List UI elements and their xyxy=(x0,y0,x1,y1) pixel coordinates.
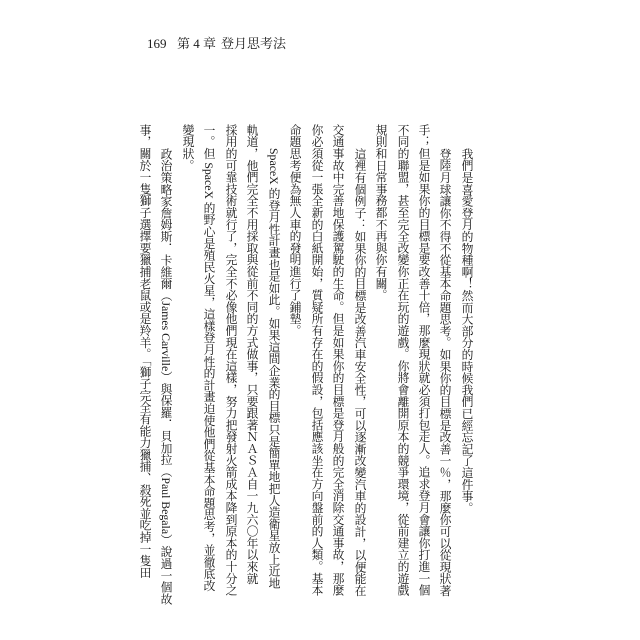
text-column: 不同的聯盟，甚至完全改變你正在玩的遊戲。你將會離開原本的競爭環境，從前建立的遊戲 xyxy=(396,124,410,596)
text-column: SpaceX 的登月性計畫也是如此。如果這間企業的目標只是簡單地把人造衛星放上近地 xyxy=(267,147,281,589)
text-column: 一。但 SpaceX 的野心是殖民火星，這樣登月性的計畫迫使他們從基本命題思考，並徹底改 xyxy=(202,124,216,592)
text-column: 手；但是如果你的目標是要改善十倍，那麼現狀就必須打包走人。追求登月會讓你打進一個 xyxy=(417,124,431,596)
text-column: 登陸月球讓你不得不從基本命題思考。如果你的目標是改善一％，那麼你可以從現狀著 xyxy=(438,147,452,596)
chapter-label: 第 4 章 xyxy=(177,36,217,51)
text-column: 命題思考便為無人車的發明進行了鋪墊。 xyxy=(288,124,302,337)
text-column: 變現狀。 xyxy=(181,124,195,172)
text-column: 軌道，他們完全不用採取與從前不同的方式做事，只要跟著ＮＡＳＡ自一九六〇年以來就 xyxy=(245,124,259,585)
text-column: 採用的可靠技術就行了，完全不必像他們現在這樣，努力把發射火箭成本降到原本的十分之 xyxy=(224,124,238,596)
page-number: 169 xyxy=(147,36,167,51)
running-head xyxy=(147,35,286,53)
text-column: 這裡有個例子：如果你的目標是改善汽車安全性，可以逐漸改變汽車的設計，以便能在 xyxy=(353,147,367,596)
text-column: 規則和日常事務都不再與你有關。 xyxy=(374,124,388,301)
text-column: 事，關於一隻獅子選擇要獵捕老鼠或是羚羊。「獅子完全有能力獵捕、殺死並吃掉一隻田 xyxy=(138,124,152,579)
text-column: 交通事故中完善地保護駕駛的生命。但是如果你的目標是登月般的完全消除交通事故，那麼 xyxy=(331,124,345,596)
chapter-title: 登月思考法 xyxy=(221,36,287,51)
text-column: 政治策略家詹姆斯．卡維爾（James Carville）與保羅．貝加拉（Paul Begala）說過一個故 xyxy=(159,147,173,605)
text-column: 你必須從一張全新的白紙開始，質疑所有存在的假設，包括應該坐在方向盤前的人類。基本 xyxy=(310,124,324,596)
text-column: 我們是喜愛登月的物種啊！然而大部分的時候我們已經忘記了這件事。 xyxy=(460,147,474,514)
